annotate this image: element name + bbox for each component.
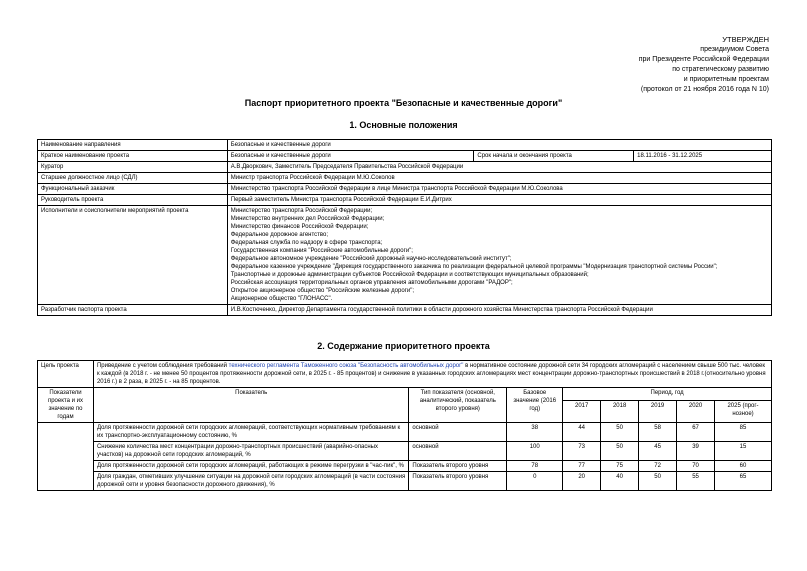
main-provisions-table <box>37 139 772 316</box>
approval-line: при Президенте Российской Федерации <box>638 56 769 63</box>
row-label: Куратор <box>38 162 228 173</box>
value-cell: 70 <box>677 461 715 472</box>
value-cell: 40 <box>601 472 639 491</box>
row-label: Наименование направления <box>38 140 228 151</box>
section-1-title: 1. Основные положения <box>349 120 458 130</box>
list-item: Государственная компания "Российские автомобильные дороги"; <box>230 248 413 254</box>
goal-text <box>93 361 771 388</box>
value-cell: 72 <box>639 461 677 472</box>
executors-list <box>227 206 771 305</box>
table-row <box>38 472 772 491</box>
empty-cell <box>38 423 94 491</box>
row-value: Безопасные и качественные дороги <box>227 151 474 162</box>
list-item: Федеральная служба по надзору в сфере транспорта; <box>230 240 383 246</box>
column-header: Период, год <box>563 388 772 401</box>
list-item: Открытое акционерное общество "Российские железные дороги"; <box>230 288 415 294</box>
list-item: Федеральное казенное учреждение "Дирекция государственного заказчика по реализации федеральной целевой программы "Модернизация транспортной системы России"; <box>230 264 718 270</box>
goal-text-start: Приведение с учетом соблюдения требований <box>96 363 229 369</box>
regulation-link[interactable]: технического регламента Таможенного союза "Безопасность автомобильных дорог" <box>228 363 464 369</box>
table-row <box>38 173 772 184</box>
base-cell: 78 <box>507 461 563 472</box>
term-label: Срок начала и окончания проекта <box>474 151 634 162</box>
goal-label: Цель проекта <box>38 361 94 388</box>
table-row <box>38 442 772 461</box>
year-header: 2020 <box>677 400 715 422</box>
value-cell: 85 <box>715 423 772 442</box>
value-cell: 50 <box>601 423 639 442</box>
year-header: 2018 <box>601 400 639 422</box>
approval-line: президиумом Совета <box>700 46 769 53</box>
row-label: Разработчик паспорта проекта <box>38 305 228 316</box>
row-value: И.В.Костюченко, Директор Департамента государственной политики в области дорожного хозяйства Министерства транспорта Российской Федерации <box>227 305 771 316</box>
goal-text-end: в нормативное состояние дорожной сети 34 городских агломераций с населением свыше 500 тыс. человек к каждой (в 2018 г. - не менее 50 процентов протяженности дорожной сети, в 2025 г. - 85 процентов) и снижение в указанных городских агломерациях мест концентрации дорожно-транспортных происшествий в 2018 г.(относительно уровня 2016 г.) в 2 раза, в 2025 г. - на 85 процентов. <box>96 363 766 385</box>
value-cell: 55 <box>677 472 715 491</box>
value-cell: 50 <box>639 472 677 491</box>
value-cell: 20 <box>563 472 601 491</box>
project-content-table <box>37 360 772 491</box>
type-cell: Показатель второго уровня <box>409 472 507 491</box>
list-item: Министерство внутренних дел Российской Федерации; <box>230 216 385 222</box>
row-label: Исполнители и соисполнители мероприятий проекта <box>38 206 228 305</box>
value-cell: 75 <box>601 461 639 472</box>
column-header: Тип показателя (основной, аналитический, показатель второго уровня) <box>409 388 507 423</box>
value-cell: 39 <box>677 442 715 461</box>
value-cell: 44 <box>563 423 601 442</box>
list-item: Федеральное автономное учреждение "Российский дорожный научно-исследовательский институт"; <box>230 256 512 262</box>
list-item: Министерство финансов Российской Федерации; <box>230 224 369 230</box>
year-header: 2019 <box>639 400 677 422</box>
section-2-title: 2. Содержание приоритетного проекта <box>317 341 490 351</box>
row-value: Первый заместитель Министра транспорта Российской Федерации Е.И.Дитрих <box>227 195 771 206</box>
table-row <box>38 361 772 388</box>
year-header: 2017 <box>563 400 601 422</box>
row-value: Министерство транспорта Российской Федерации в лице Министра транспорта Российской Федерации М.Ю.Соколова <box>227 184 771 195</box>
column-header: Базовое значение (2016 год) <box>507 388 563 423</box>
base-cell: 38 <box>507 423 563 442</box>
table-row <box>38 206 772 305</box>
approval-line: и приоритетным проектам <box>683 76 769 83</box>
table-header-row <box>38 388 772 401</box>
indicator-cell: Доля граждан, отметивших улучшение ситуации на дорожной сети городских агломераций (в части состояния дорожной сети и уровня безопасности дорожного движения), % <box>93 472 408 491</box>
value-cell: 67 <box>677 423 715 442</box>
approval-line: (протокол от 21 ноября 2016 года N 10) <box>640 86 769 93</box>
table-row <box>38 162 772 173</box>
type-cell: основной <box>409 442 507 461</box>
table-row <box>38 305 772 316</box>
approval-head: УТВЕРЖДЕН <box>722 35 769 44</box>
list-item: Министерство транспорта Российской Федерации; <box>230 208 373 214</box>
type-cell: основной <box>409 423 507 442</box>
row-value: А.В.Дворкович, Заместитель Председателя Правительства Российской Федерации <box>227 162 771 173</box>
approval-line: по стратегическому развитию <box>672 66 769 73</box>
row-label: Старшее должностное лицо (СДЛ) <box>38 173 228 184</box>
list-item: Акционерное общество "ГЛОНАСС". <box>230 296 333 302</box>
value-cell: 45 <box>639 442 677 461</box>
value-cell: 77 <box>563 461 601 472</box>
value-cell: 58 <box>639 423 677 442</box>
table-row <box>38 140 772 151</box>
value-cell: 65 <box>715 472 772 491</box>
table-row <box>38 151 772 162</box>
indicator-cell: Доля протяженности дорожной сети городских агломераций, соответствующих нормативным требованиям к их транспортно-эксплуатационному состоянию, % <box>93 423 408 442</box>
value-cell: 15 <box>715 442 772 461</box>
list-item: Транспортные и дорожные администрации субъектов Российской Федерации и соответствующих муниципальных образований; <box>230 272 589 278</box>
table-row <box>38 184 772 195</box>
row-label: Краткое наименование проекта <box>38 151 228 162</box>
list-item: Федеральное дорожное агентство; <box>230 232 329 238</box>
column-header: Показатели проекта и их значение по годам <box>38 388 94 423</box>
table-row <box>38 195 772 206</box>
term-value: 18.11.2016 - 31.12.2025 <box>634 151 772 162</box>
row-label: Руководитель проекта <box>38 195 228 206</box>
table-row <box>38 461 772 472</box>
year-header: 2025 (прог-нозное) <box>715 400 772 422</box>
page-title: Паспорт приоритетного проекта "Безопасные и качественные дороги" <box>244 98 563 108</box>
approval-stamp <box>569 35 769 95</box>
base-cell: 0 <box>507 472 563 491</box>
base-cell: 100 <box>507 442 563 461</box>
indicator-cell: Снижение количества мест концентрации дорожно-транспортных происшествий (аварийно-опасных участков) на дорожной сети городских агломераций, % <box>93 442 408 461</box>
type-cell: Показатель второго уровня <box>409 461 507 472</box>
row-value: Безопасные и качественные дороги <box>227 140 771 151</box>
row-label: Функциональный заказчик <box>38 184 228 195</box>
row-value: Министр транспорта Российской Федерации М.Ю.Соколов <box>227 173 771 184</box>
value-cell: 60 <box>715 461 772 472</box>
value-cell: 73 <box>563 442 601 461</box>
table-row <box>38 423 772 442</box>
list-item: Российская ассоциация территориальных органов управления автомобильными дорогами "РАДОР"; <box>230 280 513 286</box>
indicator-cell: Доля протяженности дорожной сети городских агломераций, работающих в режиме перегрузки в "час-пик", % <box>93 461 408 472</box>
value-cell: 50 <box>601 442 639 461</box>
column-header: Показатель <box>93 388 408 423</box>
